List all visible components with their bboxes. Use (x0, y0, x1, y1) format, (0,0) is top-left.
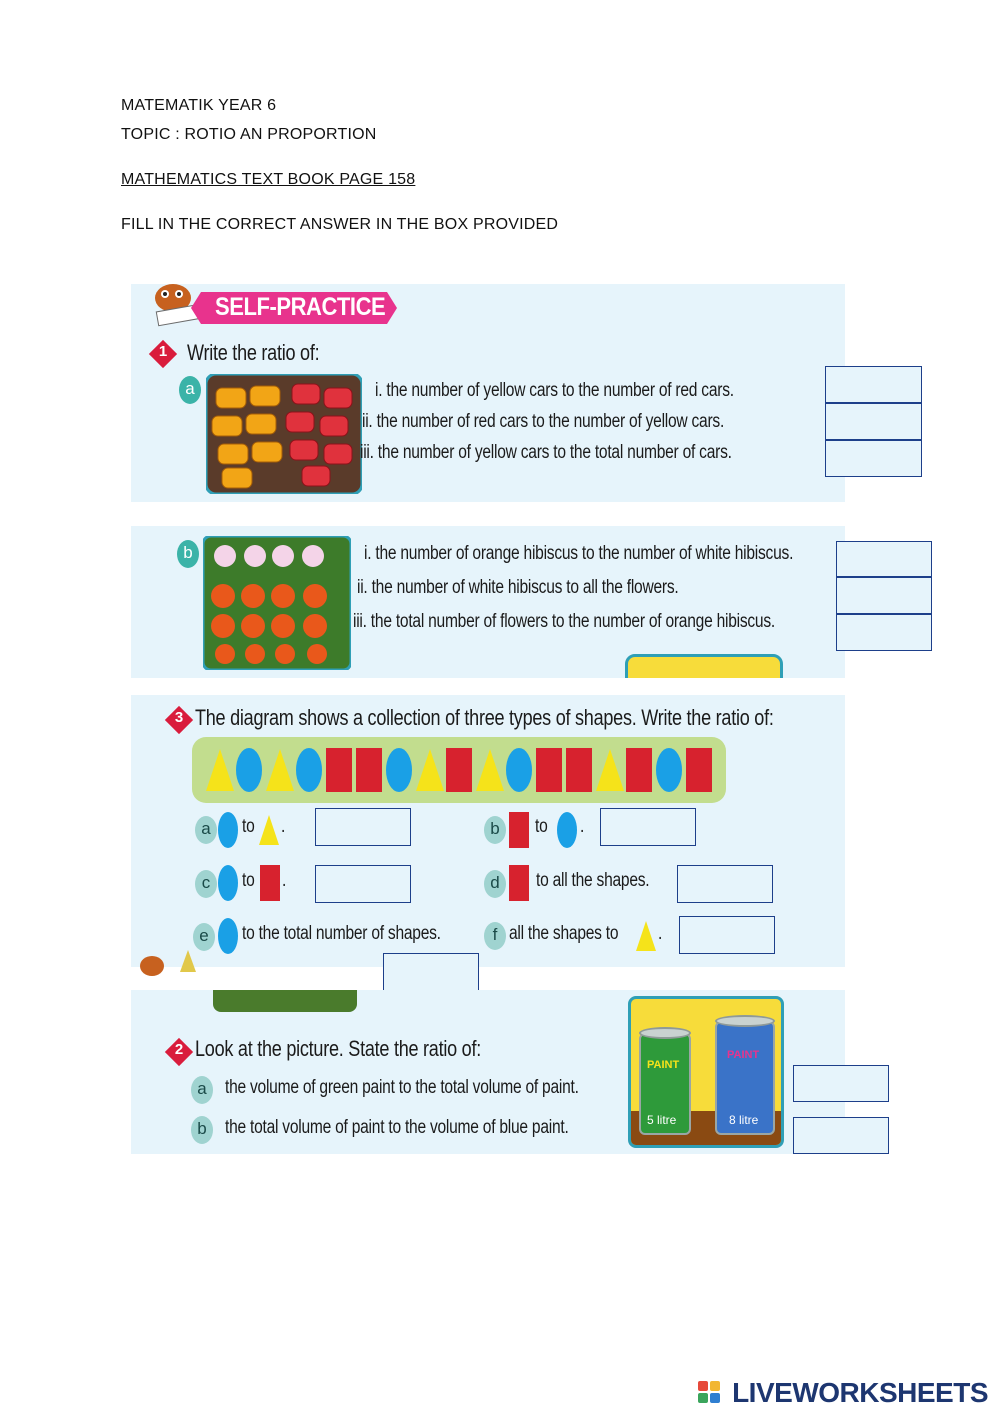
answer-box-1a-i[interactable] (825, 366, 922, 403)
item-f-text: all the shapes to (509, 923, 619, 944)
worksheet-reference: MATHEMATICS TEXT BOOK PAGE 158 (121, 171, 416, 188)
worksheet-instruction: FILL IN THE CORRECT ANSWER IN THE BOX PROVIDED (121, 216, 559, 233)
answer-box-3e[interactable] (383, 953, 479, 991)
answer-box-3d[interactable] (677, 865, 773, 903)
answer-box-1b-ii[interactable] (836, 577, 932, 614)
flowers-image-fragment (213, 990, 357, 1012)
self-practice-panel-a (131, 284, 845, 502)
item-e-text: to the total number of shapes. (242, 923, 441, 944)
shapes-strip (192, 737, 726, 803)
item-b-to: to (535, 816, 548, 837)
circle-shape (296, 748, 322, 792)
item-a-i-text: i. the number of yellow cars to the number of red cars. (375, 380, 734, 401)
item-d-text: to all the shapes. (536, 870, 650, 891)
item-label-b: b (191, 1116, 213, 1144)
circle-shape (218, 865, 238, 901)
paint-question-panel (131, 990, 845, 1154)
circle-shape (557, 812, 577, 848)
triangle-shape (259, 815, 279, 845)
triangle-shape (266, 749, 294, 791)
question-prompt: Look at the picture. State the ratio of: (195, 1036, 482, 1061)
answer-box-3a[interactable] (315, 808, 411, 846)
item-a-iii-text: iii. the number of yellow cars to the total number of cars. (360, 442, 732, 463)
item-label-e: e (193, 923, 215, 951)
answer-box-3b[interactable] (600, 808, 696, 846)
square-shape (509, 865, 529, 901)
item-a-ii-text: ii. the number of red cars to the number of yellow cars. (362, 411, 725, 432)
square-shape (326, 748, 352, 792)
liveworksheets-logo: LIVEWORKSHEETS (732, 1377, 988, 1408)
square-shape (686, 748, 712, 792)
question-number: 3 (174, 709, 184, 726)
blue-paint-can (715, 1021, 775, 1135)
worksheet-topic: TOPIC : ROTIO AN PROPORTION (121, 126, 377, 143)
blue-can-label: PAINT (727, 1049, 760, 1061)
circle-shape (506, 748, 532, 792)
answer-box-2b[interactable] (793, 1117, 889, 1154)
hibiscus-image (203, 536, 351, 670)
triangle-shape (416, 749, 444, 791)
triangle-shape (596, 749, 624, 791)
item-c-end: . (282, 870, 287, 891)
answer-box-2a[interactable] (793, 1065, 889, 1102)
question-prompt: Write the ratio of: (187, 340, 320, 365)
circle-shape (236, 748, 262, 792)
question-number: 1 (158, 343, 168, 360)
answer-box-1a-iii[interactable] (825, 440, 922, 477)
circle-shape (386, 748, 412, 792)
item-b-text: the total volume of paint to the volume of blue paint. (225, 1117, 569, 1138)
item-label-b: b (484, 816, 506, 844)
triangle-shape (636, 921, 656, 951)
circle-shape (218, 812, 238, 848)
item-a-to: to (242, 816, 255, 837)
item-label-a: a (179, 376, 201, 404)
triangle-shape (206, 749, 234, 791)
item-f-end: . (658, 923, 663, 944)
cars-image (206, 374, 362, 494)
answer-box-1b-iii[interactable] (836, 614, 932, 651)
answer-box-3c[interactable] (315, 865, 411, 903)
blue-can-volume: 8 litre (729, 1113, 759, 1127)
item-a-end: . (281, 816, 286, 837)
question-number: 2 (174, 1041, 184, 1058)
item-label-a: a (191, 1076, 213, 1104)
item-b-i-text: i. the number of orange hibiscus to the number of white hibiscus. (364, 543, 794, 564)
answer-box-3f[interactable] (679, 916, 775, 954)
answer-box-1a-ii[interactable] (825, 403, 922, 440)
mascot-fragment (138, 948, 208, 976)
answer-box-1b-i[interactable] (836, 541, 932, 577)
triangle-shape (476, 749, 504, 791)
square-shape (356, 748, 382, 792)
item-label-d: d (484, 870, 506, 898)
square-shape (566, 748, 592, 792)
item-b-iii-text: iii. the total number of flowers to the number of orange hibiscus. (353, 611, 775, 632)
paint-cans-image (628, 996, 784, 1148)
item-a-text: the volume of green paint to the total volume of paint. (225, 1077, 579, 1098)
green-paint-can (639, 1033, 691, 1135)
item-b-ii-text: ii. the number of white hibiscus to all the flowers. (357, 577, 679, 598)
item-b-end: . (580, 816, 585, 837)
green-can-label: PAINT (647, 1059, 680, 1071)
green-can-volume: 5 litre (647, 1113, 677, 1127)
worksheet-title: MATEMATIK YEAR 6 (121, 97, 277, 114)
paint-image-fragment (625, 654, 783, 678)
square-shape (626, 748, 652, 792)
circle-shape (656, 748, 682, 792)
self-practice-title: SELF-PRACTICE (215, 293, 386, 321)
item-label-a: a (195, 816, 217, 844)
question-prompt: The diagram shows a collection of three types of shapes. Write the ratio of: (195, 705, 774, 730)
square-shape (536, 748, 562, 792)
square-shape (509, 812, 529, 848)
circle-shape (218, 918, 238, 954)
item-label-c: c (195, 870, 217, 898)
liveworksheets-logo-icon (698, 1381, 720, 1405)
item-c-to: to (242, 870, 255, 891)
self-practice-panel-b (131, 526, 845, 678)
item-label-b: b (177, 540, 199, 568)
item-label-f: f (484, 922, 506, 950)
square-shape (446, 748, 472, 792)
square-shape (260, 865, 280, 901)
